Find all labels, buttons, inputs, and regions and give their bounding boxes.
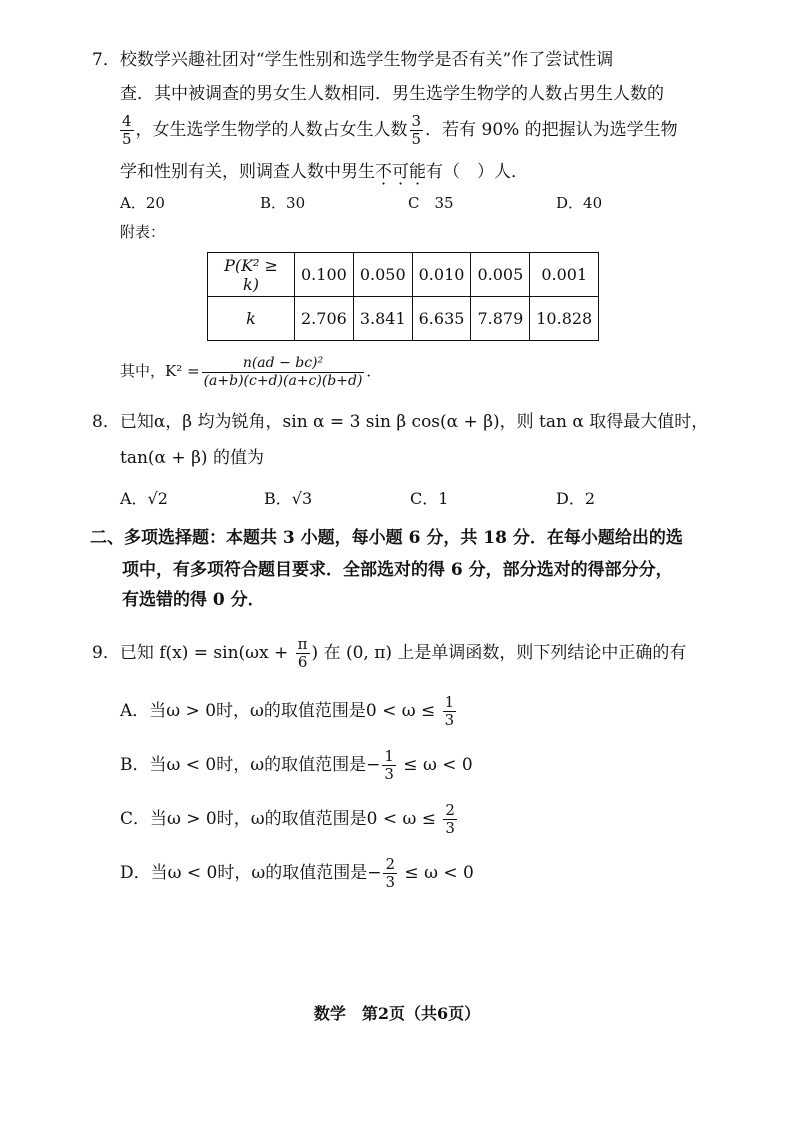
table-cell: 7.879: [471, 297, 530, 341]
fraction: $\frac{2}{3}$: [445, 801, 455, 837]
q8-line1: 8．已知α，β 均为锐角，sin α = 3 sin β cos(α + β)，则 tan α 取得最大值时，: [92, 412, 709, 432]
q7-line2: 查．其中被调查的男女生人数相同．男生选学生物学的人数占男生人数的: [120, 84, 664, 104]
section2-heading-line1: 二、多项选择题：本题共 3 小题，每小题 6 分，共 18 分．在每小题给出的选: [90, 528, 683, 548]
q8-option-a: A．√2: [120, 489, 168, 508]
table-row: [208, 297, 599, 341]
critical-value-table: [207, 252, 599, 341]
q7-line3: $\frac{4}{5}$ ，女生选学生物学的人数占女生人数 $\frac{3}{5}$ ．若有 90% 的把握认为选学生物: [122, 112, 678, 148]
q9-pi-over-six: $\frac{\pi}{6}$: [297, 635, 308, 671]
q7-option-d: D．40: [556, 194, 603, 212]
fraction: $\frac{1}{3}$: [384, 747, 394, 783]
q9-number: 9．: [92, 643, 120, 663]
table-cell: 0.010: [412, 253, 471, 297]
q7-line1: 7．校数学兴趣社团对“学生性别和选学生物学是否有关”作了尝试性调: [92, 50, 614, 70]
table-cell: 2.706: [295, 297, 354, 341]
table-header-k: k: [208, 297, 295, 341]
table-cell: 3.841: [353, 297, 412, 341]
q7-fraction-four-fifths: $\frac{4}{5}$: [122, 112, 132, 148]
q8-option-d: D．2: [556, 489, 596, 508]
q9-stem: 9．已知 f(x) = sin(ωx + $\frac{\pi}{6}$ ) 在 (0, π) 上是单调函数，则下列结论中正确的有: [92, 635, 687, 671]
q9-option-b: B．当ω < 0时，ω的取值范围是− $\frac{1}{3}$ ≤ ω < 0: [120, 747, 473, 783]
q9-option-d: D．当ω < 0时，ω的取值范围是− $\frac{2}{3}$ ≤ ω < 0: [120, 855, 474, 891]
q7-line4: 学和性别有关，则调查人数中男生不可能有（ ）人．: [120, 162, 528, 182]
q8-option-b: B．√3: [264, 489, 313, 508]
q7-option-c: C 35: [408, 194, 454, 212]
q8-options: [0, 486, 794, 510]
q7-option-a: A．20: [120, 194, 165, 212]
q8-option-c: C．1: [410, 489, 449, 508]
table-cell: 0.100: [295, 253, 354, 297]
appendix-label: 附表：: [120, 223, 166, 241]
table-cell: 0.005: [471, 253, 530, 297]
section2-heading-line3: 有选错的得 0 分．: [122, 590, 265, 610]
table-cell: 6.635: [412, 297, 471, 341]
chi-square-formula: 其中，K² = $\frac{\text{n(ad − bc)²}}{(a+b)(c+d)(a+c)(b+d)}$ ．: [120, 354, 382, 389]
table-header-probability: P(K² ≥ k): [208, 253, 295, 297]
table-cell: 10.828: [530, 297, 599, 341]
table-cell: 0.001: [530, 253, 599, 297]
page-footer: 数学 第2页（共6页）: [313, 1004, 481, 1023]
formula-fraction: $\frac{\text{n(ad − bc)²}}{(a+b)(c+d)(a+c)(b+d)}$: [203, 354, 363, 389]
q7-option-b: B．30: [260, 194, 306, 212]
fraction: $\frac{1}{3}$: [444, 693, 455, 729]
q7-fraction-three-fifths: $\frac{3}{5}$: [411, 112, 422, 148]
q7-number: 7．: [92, 50, 120, 70]
q7-options: [0, 192, 794, 216]
q9-option-a: A．当ω > 0时，ω的取值范围是0 < ω ≤ $\frac{1}{3}$: [120, 693, 455, 729]
q9-option-c: C．当ω > 0时，ω的取值范围是0 < ω ≤ $\frac{2}{3}$: [120, 801, 455, 837]
section2-heading-line2: 项中，有多项符合题目要求．全部选对的得 6 分，部分选对的得部分分，: [122, 560, 673, 580]
q8-line2: tan(α + β) 的值为: [120, 448, 264, 468]
fraction: $\frac{2}{3}$: [385, 855, 396, 891]
table-cell: 0.050: [353, 253, 412, 297]
q8-number: 8．: [92, 412, 120, 432]
emphasis-char-2: 可: [392, 162, 409, 182]
emphasis-char-3: 能: [409, 162, 426, 182]
emphasis-char-1: 不: [375, 162, 392, 182]
table-row: [208, 253, 599, 297]
